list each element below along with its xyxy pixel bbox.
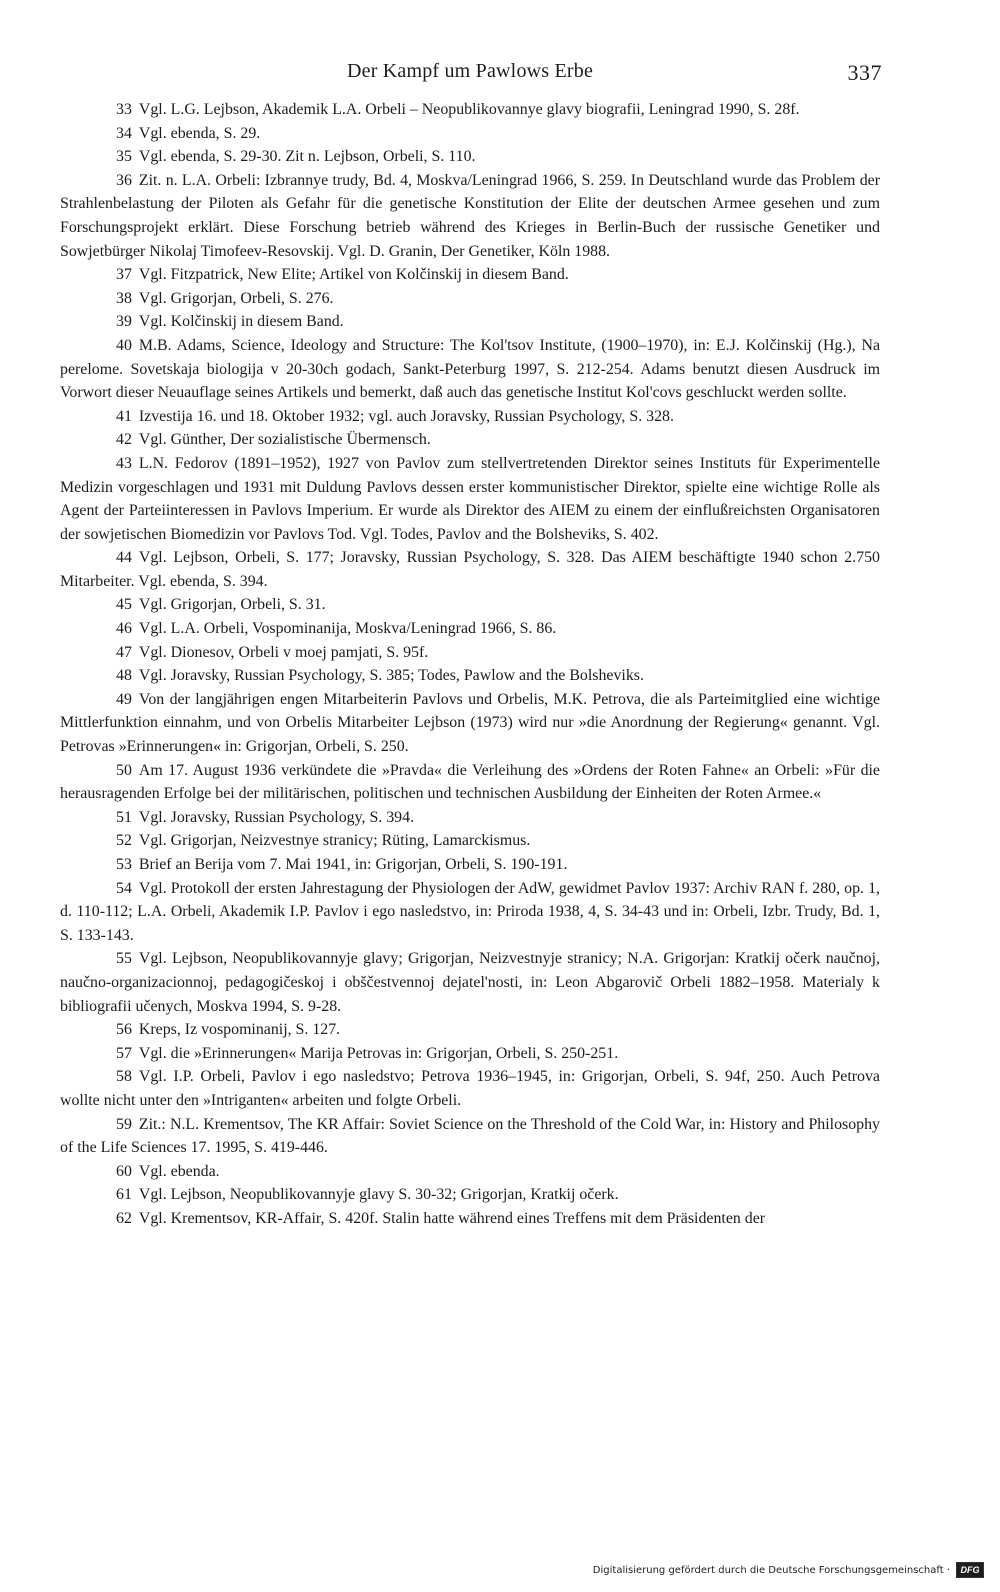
book-page — [60, 48, 880, 1231]
endnote-number: 37 — [116, 266, 132, 284]
endnote-number: 56 — [116, 1021, 132, 1039]
endnote-39 — [60, 310, 880, 334]
endnote-37 — [60, 263, 880, 287]
endnote-text: Vgl. Joravsky, Russian Psychology, S. 394. — [138, 808, 415, 826]
endnote-number: 52 — [116, 832, 132, 850]
endnote-46 — [60, 617, 880, 641]
endnote-number: 45 — [116, 596, 132, 614]
endnote-number: 51 — [116, 808, 132, 826]
endnote-43 — [60, 452, 880, 546]
footer-text: Digitalisierung gefördert durch die Deutsche Forschungsgemeinschaft · — [592, 1564, 950, 1576]
endnote-number: 33 — [116, 101, 132, 118]
endnote-61 — [60, 1183, 880, 1207]
endnote-36 — [60, 169, 880, 263]
endnote-text: Vgl. Krementsov, KR-Affair, S. 420f. Stalin hatte während eines Treffens mit dem Präsidenten der — [138, 1209, 766, 1227]
endnote-text: Brief an Berija vom 7. Mai 1941, in: Grigorjan, Orbeli, S. 190-191. — [138, 856, 568, 873]
endnote-number: 62 — [116, 1209, 132, 1227]
endnote-number: 36 — [116, 171, 132, 189]
endnote-number: 53 — [116, 856, 132, 873]
endnote-number: 41 — [116, 407, 132, 425]
page-number: 337 — [847, 60, 882, 85]
endnote-text: Vgl. L.G. Lejbson, Akademik L.A. Orbeli – Neopublikovannye glavy biografii, Leningrad 1990, S. 28f. — [138, 101, 800, 118]
endnote-number: 35 — [116, 148, 132, 166]
endnote-52 — [60, 829, 880, 853]
page-header — [60, 48, 880, 88]
endnote-text: Vgl. Lejbson, Neopublikovannyje glavy S. 30-32; Grigorjan, Kratkij očerk. — [138, 1186, 619, 1204]
endnote-text: Vgl. Joravsky, Russian Psychology, S. 385; Todes, Pawlow and the Bolsheviks. — [138, 667, 644, 685]
endnote-number: 40 — [116, 336, 132, 354]
endnote-number: 54 — [116, 879, 132, 897]
endnote-number: 49 — [116, 690, 132, 708]
endnote-text: Vgl. Kolčinskij in diesem Band. — [138, 313, 344, 331]
endnote-41 — [60, 405, 880, 429]
endnote-number: 47 — [116, 643, 132, 661]
endnote-56 — [60, 1018, 880, 1042]
endnote-text: M.B. Adams, Science, Ideology and Structure: The Kol'tsov Institute, (1900–1970), in: E.J. Kolčinskij (Hg.), Na perelome. Sovetskaja biologija v 20-30ch godach, Sankt-Peterburg 1997, S. 212-254. Adams benutzt diesen Ausdruck im Vorwort dieser Neuauflage seines Artikels und bemerkt, daß auch das genetische Institut Kol'covs geschluckt werden sollte. — [60, 336, 880, 402]
endnote-number: 59 — [116, 1115, 132, 1133]
endnote-42 — [60, 428, 880, 452]
endnote-51 — [60, 806, 880, 830]
endnote-text: Zit. n. L.A. Orbeli: Izbrannye trudy, Bd. 4, Moskva/Leningrad 1966, S. 259. In Deutschland wurde das Problem der Strahlenbelastung der Piloten als Gefahr für die genetische Konstitution der Elite der deutschen Armee gesehen und zum Forschungsprojekt erklärt. Diese Forschung betrieb während des Krieges in Berlin-Buch der russische Genetiker und Sowjetbürger Nikolaj Timofeev-Resovskij. Vgl. D. Granin, Der Genetiker, Köln 1988. — [60, 171, 880, 260]
endnote-number: 50 — [116, 761, 132, 779]
endnote-text: Vgl. Grigorjan, Neizvestnye stranicy; Rüting, Lamarckismus. — [138, 832, 531, 850]
endnote-number: 44 — [116, 549, 132, 567]
dfg-logo-icon: DFG — [956, 1562, 984, 1578]
endnote-text: Vgl. L.A. Orbeli, Vospominanija, Moskva/Leningrad 1966, S. 86. — [138, 620, 557, 638]
endnote-number: 43 — [116, 454, 132, 472]
endnote-number: 58 — [116, 1068, 132, 1086]
endnote-text: Vgl. Günther, Der sozialistische Übermensch. — [138, 431, 431, 449]
endnote-33 — [60, 98, 880, 122]
endnote-60 — [60, 1160, 880, 1184]
running-head: Der Kampf um Pawlows Erbe — [346, 60, 594, 82]
endnote-number: 61 — [116, 1186, 132, 1204]
endnote-number: 42 — [116, 431, 132, 449]
endnote-38 — [60, 287, 880, 311]
endnote-text: Izvestija 16. und 18. Oktober 1932; vgl. auch Joravsky, Russian Psychology, S. 328. — [138, 407, 674, 425]
endnote-number: 38 — [116, 289, 132, 307]
endnote-number: 48 — [116, 667, 132, 685]
endnote-40 — [60, 334, 880, 405]
endnote-text: Vgl. Grigorjan, Orbeli, S. 31. — [138, 596, 326, 614]
endnote-number: 57 — [116, 1044, 132, 1062]
endnote-57 — [60, 1042, 880, 1066]
endnotes-list — [60, 98, 880, 1231]
digitization-footer — [593, 1562, 984, 1578]
endnote-54 — [60, 877, 880, 948]
endnote-text: Vgl. Dionesov, Orbeli v moej pamjati, S. 95f. — [138, 643, 429, 661]
endnote-34 — [60, 122, 880, 146]
endnote-53 — [60, 853, 880, 877]
endnote-text: L.N. Fedorov (1891–1952), 1927 von Pavlov zum stellvertretenden Direktor seines Instituts für Experimentelle Medizin vorgeschlagen und 1931 mit Duldung Pavlovs dessen erster kommunistischer Direktor, spielte eine wichtige Rolle als Agent der Parteiinteressen in Pavlovs Imperium. Er wurde als Direktor des AIEM zu einem der einflußreichsten Organisatoren der sowjetischen Biomedizin vor Pavlovs Tod. Vgl. Todes, Pavlov and the Bolsheviks, S. 402. — [60, 454, 880, 543]
endnote-text: Vgl. Lejbson, Neopublikovannyje glavy; Grigorjan, Neizvestnyje stranicy; N.A. Grigorjan: Kratkij očerk naučnoj, naučno-organizacionnoj, pedagogičeskoj i obščestvennoj dejatel'nosti, in: Leon Abgarovič Orbeli 1882–1958. Materialy k bibliografii učenych, Moskva 1994, S. 9-28. — [60, 950, 880, 1015]
endnote-59 — [60, 1113, 880, 1160]
endnote-50 — [60, 759, 880, 806]
endnote-text: Vgl. Fitzpatrick, New Elite; Artikel von Kolčinskij in diesem Band. — [138, 266, 569, 284]
endnote-text: Vgl. Lejbson, Orbeli, S. 177; Joravsky, Russian Psychology, S. 328. Das AIEM beschäftigte 1940 schon 2.750 Mitarbeiter. Vgl. ebenda, S. 394. — [60, 549, 880, 590]
endnote-47 — [60, 641, 880, 665]
endnote-55 — [60, 947, 880, 1018]
endnote-text: Zit.: N.L. Krementsov, The KR Affair: Soviet Science on the Threshold of the Cold War, in: History and Philosophy of the Life Sciences 17. 1995, S. 419-446. — [60, 1115, 880, 1157]
endnote-58 — [60, 1065, 880, 1112]
endnote-text: Vgl. Grigorjan, Orbeli, S. 276. — [138, 289, 334, 307]
endnote-text: Vgl. die »Erinnerungen« Marija Petrovas in: Grigorjan, Orbeli, S. 250-251. — [138, 1044, 619, 1062]
endnote-text: Vgl. Protokoll der ersten Jahrestagung der Physiologen der AdW, gewidmet Pavlov 1937: Archiv RAN f. 280, op. 1, d. 110-112; L.A. Orbeli, Akademik I.P. Pavlov i ego nasledstvo, in: Priroda 1938, 4, S. 34-43 und in: Orbeli, Izbr. Trudy, Bd. 1, S. 133-143. — [60, 879, 880, 944]
endnote-35 — [60, 145, 880, 169]
endnote-text: Vgl. ebenda, S. 29-30. Zit n. Lejbson, Orbeli, S. 110. — [138, 148, 476, 166]
endnote-number: 46 — [116, 620, 132, 638]
endnote-number: 39 — [116, 313, 132, 331]
endnote-49 — [60, 688, 880, 759]
endnote-48 — [60, 664, 880, 688]
endnote-45 — [60, 593, 880, 617]
endnote-text: Kreps, Iz vospominanij, S. 127. — [138, 1021, 341, 1039]
endnote-text: Von der langjährigen engen Mitarbeiterin Pavlovs und Orbelis, M.K. Petrova, die als Parteimitglied eine wichtige Mittlerfunktion einnahm, und von Orbelis Mitarbeiter Lejbson (1973) wird nur »die Anordnung der Regierung« genannt. Vgl. Petrovas »Erinnerungen« in: Grigorjan, Orbeli, S. 250. — [60, 690, 880, 756]
endnote-number: 60 — [116, 1162, 132, 1180]
endnote-number: 55 — [116, 950, 132, 968]
endnote-44 — [60, 546, 880, 593]
endnote-text: Vgl. ebenda, S. 29. — [138, 124, 261, 142]
endnote-number: 34 — [116, 124, 132, 142]
endnote-62 — [60, 1207, 880, 1231]
endnote-text: Vgl. ebenda. — [138, 1162, 220, 1180]
endnote-text: Am 17. August 1936 verkündete die »Pravda« die Verleihung des »Ordens der Roten Fahne« an Orbeli: »Für die herausragenden Erfolge bei der militärischen, politischen und technischen Ausbildung der Einheiten der Roten Armee.« — [60, 761, 880, 803]
endnote-text: Vgl. I.P. Orbeli, Pavlov i ego nasledstvo; Petrova 1936–1945, in: Grigorjan, Orbeli, S. 94f, 250. Auch Petrova wollte nicht unter den »Intriganten« arbeiten und folgte Orbeli. — [60, 1068, 880, 1109]
